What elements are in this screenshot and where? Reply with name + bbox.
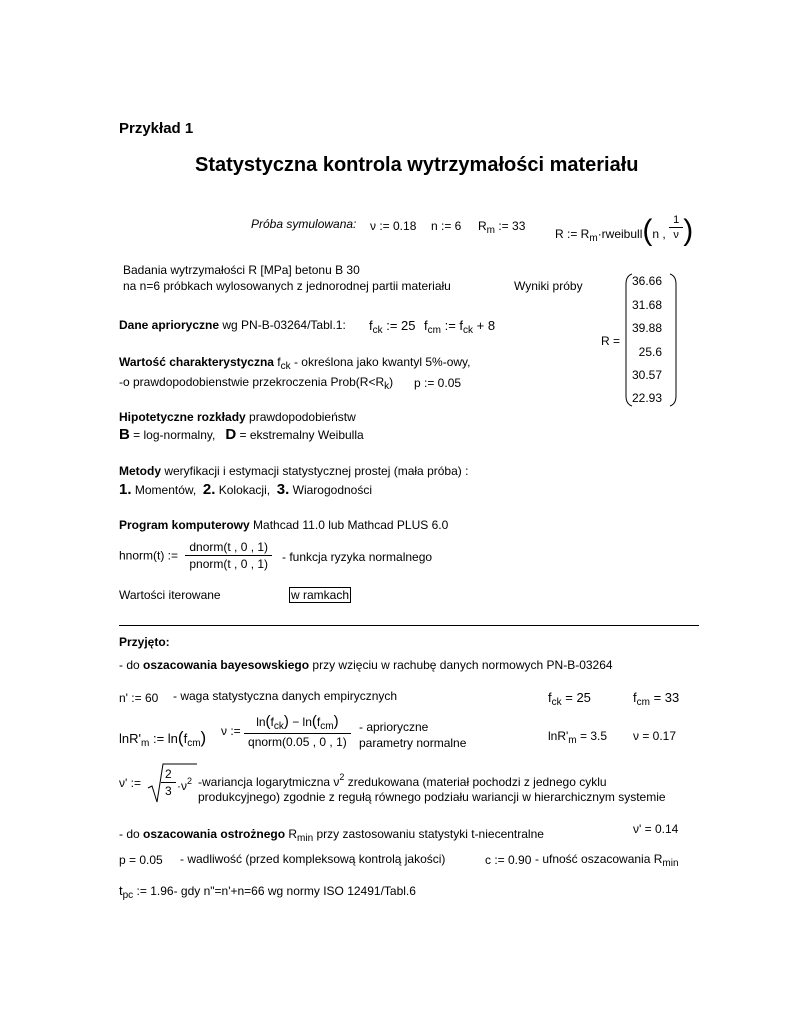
apriori-fck: $f_{ck}$ := 25 [369, 318, 416, 336]
fck-result: $f_{ck} = 25$ [548, 690, 591, 708]
hnorm-formula: hnorm(t) := $\frac{\text{dnorm(t , 0 , 1)}}{\text{pnorm(t , 0 , 1)}}$ [119, 540, 272, 571]
page-title: Statystyczna kontrola wytrzymałości materiału [195, 154, 639, 176]
sample-n: n := 6 [431, 219, 462, 233]
results-label: Wyniki próby [514, 279, 583, 293]
nu-prime-description-1: -wariancja logarytmiczna $\nu^2$ zredukowana (materiał pochodzi z jednego cyklu [198, 772, 607, 789]
apriori-fcm: $f_{cm}$ := $f_{ck} + 8$ [424, 318, 496, 336]
nu-formula: ν := $\frac{\ln(f_{ck}) - \ln(f_{cm})}{\text{qnorm(0.05 , 0 , 1)}}$ [221, 713, 351, 749]
nu-prime-description-2: produkcyjnego) zgodnie z regułą równego podziału wariancji w hierarchicznym systemie [198, 790, 666, 804]
distributions-line-2: B = log-normalny, D = ekstremalny Weibulla [119, 426, 364, 443]
sample-rm: $R_m$ := 33 [478, 219, 526, 236]
characteristic-line-1: Wartość charakterystyczna $f_{ck}$ - określona jako kwantyl 5%-owy, [119, 355, 471, 372]
nu-description-2: parametry normalne [359, 736, 467, 750]
sample-label: Próba symulowana: [251, 217, 357, 231]
characteristic-p: p := 0.05 [414, 376, 462, 390]
assumed-heading: Przyjęto: [119, 635, 170, 649]
tpc-line: $t_{pc}$ := 1.96- gdy n"=n'+n=66 wg normy ISO 12491/Tabl.6 [119, 883, 416, 901]
characteristic-line-2: -o prawdopodobienstwie przekroczenia $Prob(R<R_k)$ [119, 375, 394, 392]
cautious-c-description: - ufność oszacowania $R_{min}$ [535, 852, 679, 869]
vector-label: R = [601, 334, 621, 348]
lnr-result: $\ln R'_m = 3.5$ [548, 729, 607, 746]
n-prime: n' := 60 [119, 691, 159, 705]
vector-value: 39.88 [631, 321, 662, 335]
results-vector [622, 270, 680, 410]
vector-value: 30.57 [631, 368, 662, 382]
sample-r-definition: R := $R_m\cdot rweibull(n$ , $\frac{1}{\nu}$ ) [555, 214, 694, 247]
fcm-result: $f_{cm} = 33$ [633, 690, 680, 708]
vector-brackets [622, 270, 680, 410]
vector-value: 25.6 [638, 345, 662, 359]
vector-value: 31.68 [631, 298, 662, 312]
program-line: Program komputerowy Mathcad 11.0 lub Mathcad PLUS 6.0 [119, 518, 449, 532]
n-prime-description: - waga statystyczna danych empirycznych [173, 689, 398, 703]
nu-prime-sqrt: $\frac{2}{3}$ $\cdot\nu^2$ [147, 762, 197, 804]
distributions-line-1: Hipotetyczne rozkłady prawdopodobieństw [119, 410, 356, 424]
cautious-c: c := 0.90 [485, 853, 532, 867]
nu-result: ν = 0.17 [633, 729, 677, 743]
iterated-boxed-text: w ramkach [291, 588, 350, 602]
lnr-formula: $\ln R'_m$ := $\ln(f_{cm})$ [119, 728, 207, 749]
cautious-p-description: - wadliwość (przed kompleksową kontrolą jakości) [180, 852, 446, 866]
intro-line-1: Badania wytrzymałości R [MPa] betonu B 30 [123, 263, 360, 277]
nu-prime-result: ν' = 0.14 [633, 822, 679, 836]
vector-value: 22.93 [631, 391, 662, 405]
hnorm-description: - funkcja ryzyka normalnego [282, 550, 433, 564]
cautious-p: p = 0.05 [119, 853, 163, 867]
apriori-line: Dane aprioryczne wg PN-B-03264/Tabl.1: [119, 318, 346, 332]
example-heading: Przykład 1 [119, 120, 194, 137]
vector-value: 36.66 [631, 274, 662, 288]
methods-line-1: Metody weryfikacji i estymacji statystycznej prostej (mała próba) : [119, 464, 469, 478]
nu-prime-lhs: ν' := [119, 776, 141, 790]
intro-line-2: na n=6 próbkach wylosowanych z jednorodnej partii materiału [123, 279, 451, 293]
methods-line-2: 1. Momentów, 2. Kolokacji, 3. Wiarogodności [119, 481, 373, 498]
iterated-label: Wartości iterowane [119, 588, 221, 602]
bayes-line: - do oszacowania bayesowskiego przy wzięciu w rachubę danych normowych PN-B-03264 [119, 658, 613, 672]
cautious-line: - do oszacowania ostrożnego $R_{min}$ przy zastosowaniu statystyki t-niecentralne [119, 827, 544, 844]
section-divider [119, 625, 699, 626]
nu-description-1: - aprioryczne [359, 720, 429, 734]
sample-nu: ν := 0.18 [370, 219, 417, 233]
